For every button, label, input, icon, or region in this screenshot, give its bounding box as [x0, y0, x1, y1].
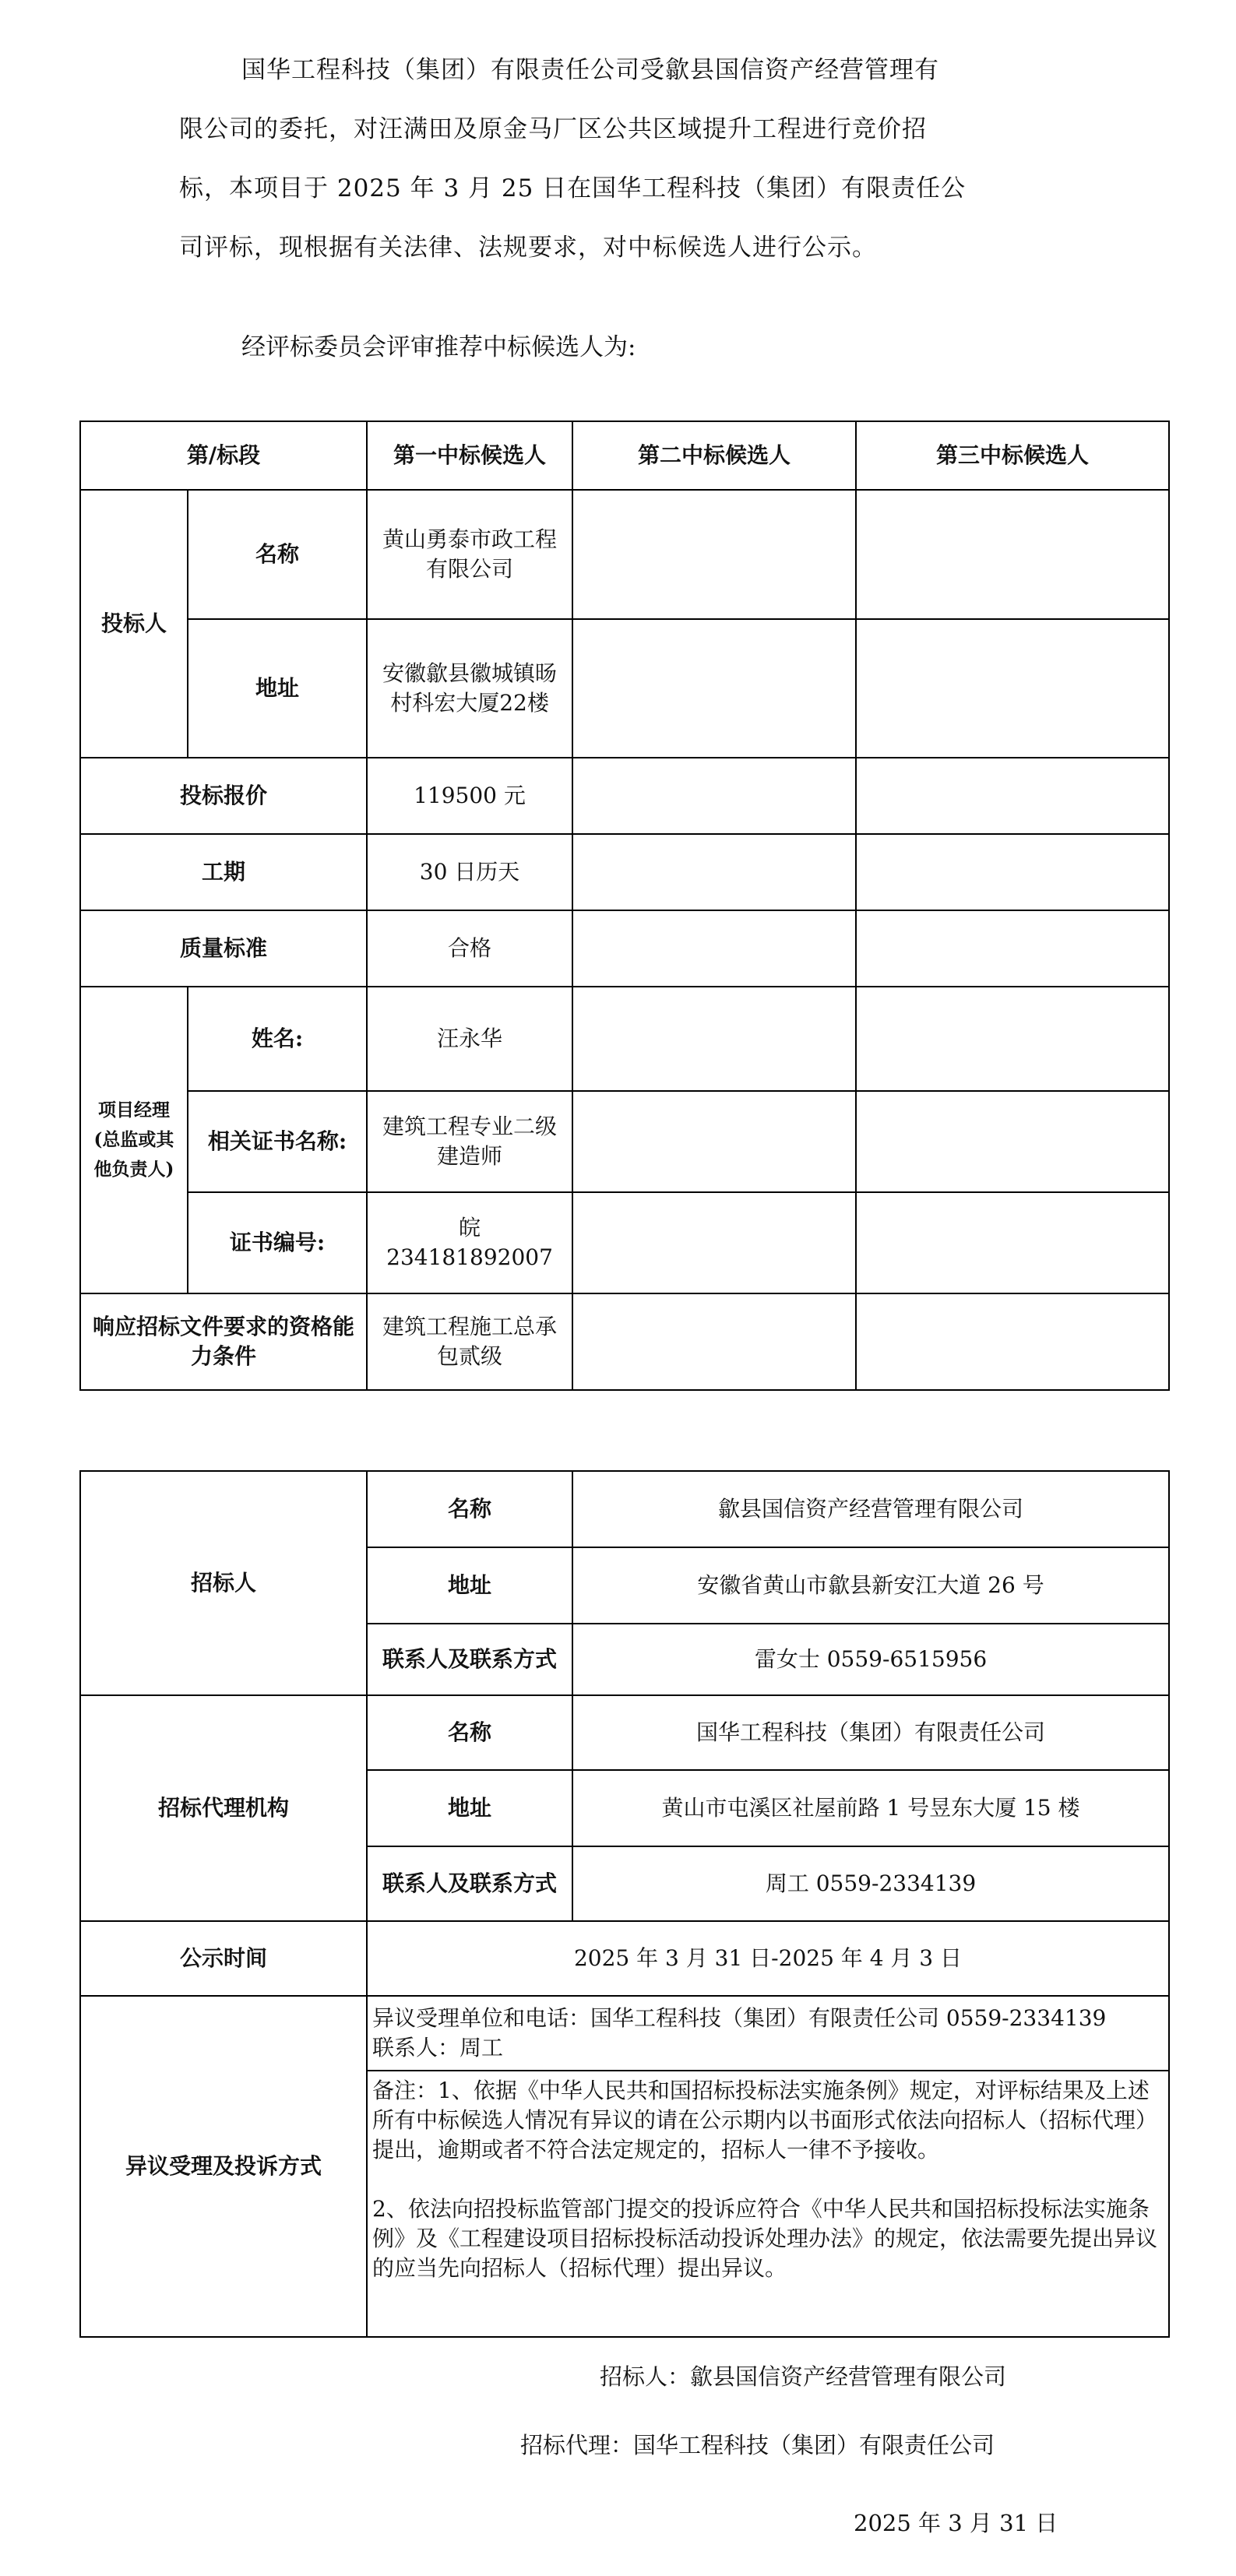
qualification-label: 响应招标文件要求的资格能力条件	[80, 1293, 367, 1390]
price-value: 119500 元	[367, 758, 572, 834]
qualification-third	[856, 1293, 1169, 1390]
manager-cert-no-third	[856, 1192, 1169, 1293]
manager-name-label: 姓名:	[188, 987, 367, 1091]
manager-cert-label: 相关证书名称:	[188, 1091, 367, 1192]
header-third-candidate: 第三中标候选人	[856, 421, 1169, 490]
manager-label: 项目经理(总监或其他负责人)	[80, 987, 188, 1293]
agency-label: 招标代理机构	[80, 1695, 367, 1921]
header-first-candidate: 第一中标候选人	[367, 421, 572, 490]
signature-tenderer: 招标人：歙县国信资产经营管理有限公司	[600, 2363, 1007, 2390]
period-second	[572, 834, 856, 910]
quality-third	[856, 910, 1169, 987]
tender-info-table	[79, 1470, 1170, 2338]
tenderer-name-label: 名称	[367, 1471, 572, 1547]
publicity-label: 公示时间	[80, 1921, 367, 1996]
price-second	[572, 758, 856, 834]
period-label: 工期	[80, 834, 367, 910]
qualification-second	[572, 1293, 856, 1390]
manager-name-second	[572, 987, 856, 1091]
agency-address-label: 地址	[367, 1770, 572, 1846]
quality-value: 合格	[367, 910, 572, 987]
tenderer-address-label: 地址	[367, 1547, 572, 1624]
bidder-name-third	[856, 490, 1169, 619]
tenderer-address-value: 安徽省黄山市歙县新安江大道 26 号	[572, 1547, 1169, 1624]
objection-note-2: 2、依法向招投标监管部门提交的投诉应符合《中华人民共和国招标投标法实施条例》及《工程建设项目招标投标活动投诉处理办法》的规定，依法需要先提出异议的应当先向招标人（招标代理）提出异议。	[372, 2196, 1158, 2281]
objection-unit-line: 异议受理单位和电话：国华工程科技（集团）有限责任公司 0559-2334139	[372, 2005, 1107, 2031]
publicity-value: 2025 年 3 月 31 日-2025 年 4 月 3 日	[367, 1921, 1169, 1996]
bidder-address-value: 安徽歙县徽城镇旸村科宏大厦22楼	[367, 619, 572, 758]
intro-line-3: 标，本项目于 2025 年 3 月 25 日在国华工程科技（集团）有限责任公	[179, 174, 967, 202]
tenderer-contact-value: 雷女士 0559-6515956	[572, 1624, 1169, 1695]
bidder-label: 投标人	[80, 490, 188, 758]
quality-label: 质量标准	[80, 910, 367, 987]
agency-contact-label: 联系人及联系方式	[367, 1846, 572, 1921]
objection-notes-cell	[367, 2071, 1169, 2337]
intro-line-1: 国华工程科技（集团）有限责任公司受歙县国信资产经营管理有	[241, 56, 939, 84]
agency-address-value: 黄山市屯溪区社屋前路 1 号昱东大厦 15 楼	[572, 1770, 1169, 1846]
agency-name-value: 国华工程科技（集团）有限责任公司	[572, 1695, 1169, 1770]
qualification-value: 建筑工程施工总承包贰级	[367, 1293, 572, 1390]
price-third	[856, 758, 1169, 834]
manager-cert-value: 建筑工程专业二级建造师	[367, 1091, 572, 1192]
candidates-table	[79, 421, 1170, 1391]
price-label: 投标报价	[80, 758, 367, 834]
intro-line-4: 司评标，现根据有关法律、法规要求，对中标候选人进行公示。	[179, 234, 877, 262]
bidder-name-label: 名称	[188, 490, 367, 619]
agency-name-label: 名称	[367, 1695, 572, 1770]
bidder-address-label: 地址	[188, 619, 367, 758]
agency-contact-value: 周工 0559-2334139	[572, 1846, 1169, 1921]
objection-label: 异议受理及投诉方式	[80, 1996, 367, 2337]
manager-cert-second	[572, 1091, 856, 1192]
manager-cert-no-second	[572, 1192, 856, 1293]
manager-cert-third	[856, 1091, 1169, 1192]
tenderer-label: 招标人	[80, 1471, 367, 1695]
objection-unit-cell	[367, 1996, 1169, 2071]
manager-cert-no-label: 证书编号:	[188, 1192, 367, 1293]
intro-paragraph	[179, 40, 1051, 277]
bidder-name-value: 黄山勇泰市政工程有限公司	[367, 490, 572, 619]
manager-cert-no-value: 皖 234181892007	[367, 1192, 572, 1293]
bidder-address-third	[856, 619, 1169, 758]
period-value: 30 日历天	[367, 834, 572, 910]
tenderer-name-value: 歙县国信资产经营管理有限公司	[572, 1471, 1169, 1547]
signature-agency: 招标代理：国华工程科技（集团）有限责任公司	[520, 2432, 995, 2458]
manager-name-third	[856, 987, 1169, 1091]
intro-line-2: 限公司的委托，对汪满田及原金马厂区公共区域提升工程进行竞价招	[179, 115, 927, 143]
objection-contact-line: 联系人：周工	[372, 2035, 504, 2060]
objection-note-1: 备注：1、依据《中华人民共和国招标投标法实施条例》规定，对评标结果及上述所有中标候选人情况有异议的请在公示期内以书面形式依法向招标人（招标代理）提出，逾期或者不符合法定规定的，招标人一律不予接收。	[372, 2078, 1158, 2163]
quality-second	[572, 910, 856, 987]
bidder-address-second	[572, 619, 856, 758]
manager-name-value: 汪永华	[367, 987, 572, 1091]
bidder-name-second	[572, 490, 856, 619]
period-third	[856, 834, 1169, 910]
header-second-candidate: 第二中标候选人	[572, 421, 856, 490]
recommend-text: 经评标委员会评审推荐中标候选人为:	[241, 333, 636, 361]
signature-date: 2025 年 3 月 31 日	[854, 2510, 1058, 2536]
tenderer-contact-label: 联系人及联系方式	[367, 1624, 572, 1695]
header-section: 第/标段	[80, 421, 367, 490]
